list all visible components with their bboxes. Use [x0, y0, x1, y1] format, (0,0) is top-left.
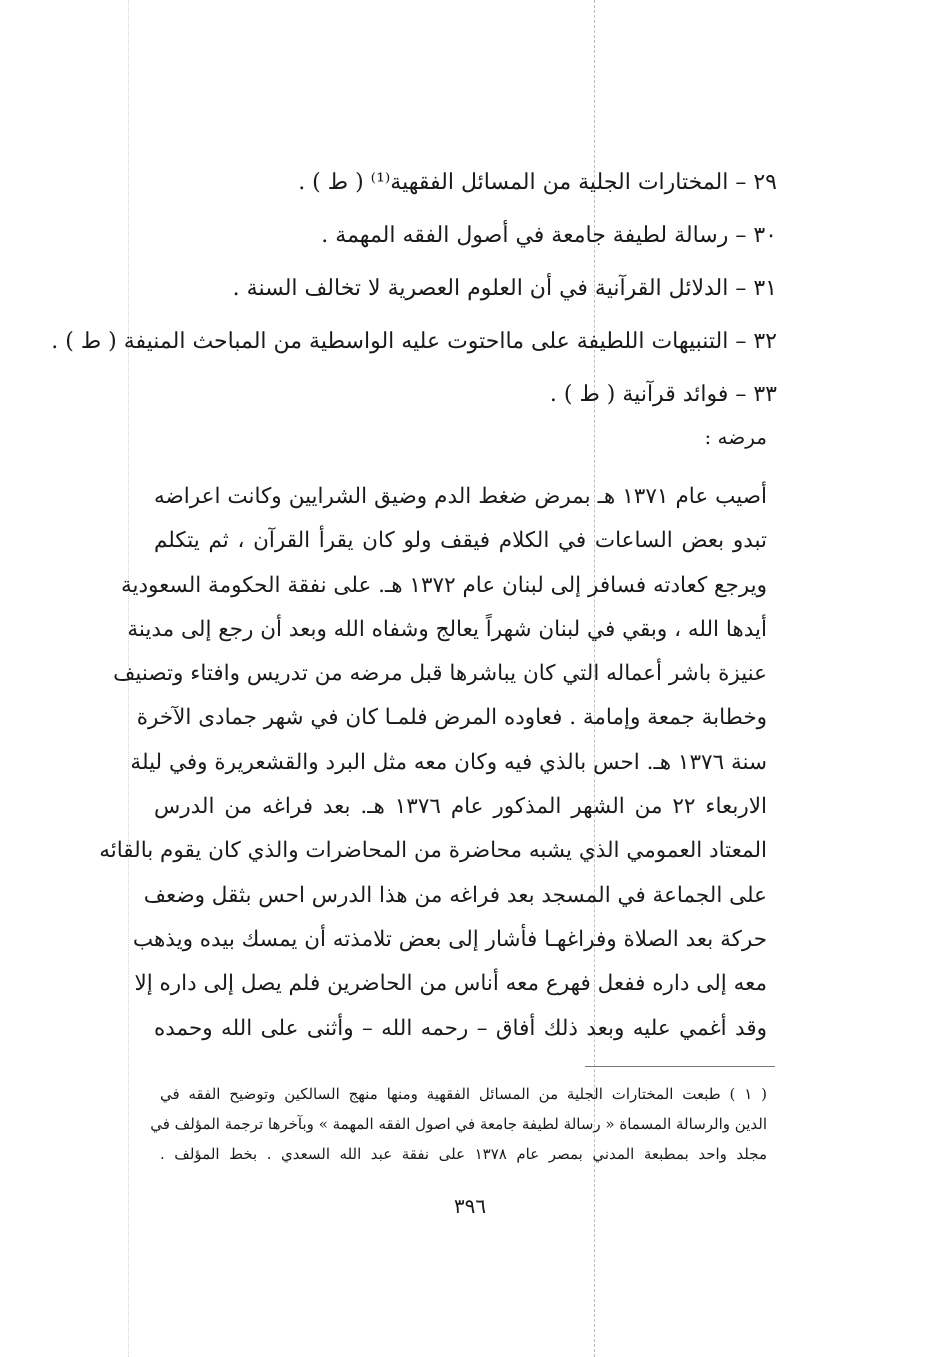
footnote-separator — [585, 1066, 775, 1067]
body-line: حركة بعد الصلاة وفراغهـا فأشار إلى بعض تلامذته أن يمسك بيده ويذهب — [132, 926, 767, 952]
works-list-item: ٣٠ – رسالة لطيفة جامعة في أصول الفقه المهمة . — [321, 223, 777, 248]
body-line: وقد أغمي عليه وبعد ذلك أفاق – رحمه الله – وأثنى على الله وحمده — [154, 1015, 767, 1041]
footnote-line: الدين والرسالة المسماة « رسالة لطيفة جامعة في اصول الفقه المهمة » وبآخرها ترجمة المؤلف في — [150, 1115, 767, 1133]
page-number: ٣٩٦ — [453, 1194, 487, 1218]
body-line: المعتاد العمومي الذي يشبه محاضرة من المحاضرات والذي كان يقوم بالقائه — [99, 838, 767, 864]
body-line: عنيزة باشر أعماله التي كان يباشرها قبل مرضه من تدريس وافتاء وتصنيف — [113, 661, 767, 687]
works-list-item: ٣٢ – التنبيهات اللطيفة على مااحتوت عليه الواسطية من المباحث المنيفة ( ط ) . — [51, 329, 777, 354]
footnote — [150, 1080, 767, 1170]
section-heading: مرضه : — [704, 425, 767, 449]
body-paragraph — [99, 475, 768, 1051]
works-list-item: ٣٣ – فوائد قرآنية ( ط ) . — [549, 382, 777, 407]
works-list — [51, 160, 777, 425]
body-line: معه إلى داره ففعل فهرع معه أناس من الحاضرين فلم يصل إلى داره إلا — [134, 971, 767, 997]
works-list-item: ٣١ – الدلائل القرآنية في أن العلوم العصرية لا تخالف السنة . — [232, 276, 777, 301]
body-line: أصيب عام ١٣٧١ هـ بمرض ضغط الدم وضيق الشرايين وكانت اعراضه — [154, 484, 767, 509]
body-line: على الجماعة في المسجد بعد فراغه من هذا الدرس احس بثقل وضعف — [143, 882, 767, 908]
footnote-line: ( ١ ) طبعت المختارات الجلية من المسائل الفقهية ومنها منهج السالكين وتوضيح الفقه في — [160, 1085, 767, 1103]
footnote-line: مجلد واحد بمطبعة المدني بمصر عام ١٣٧٨ على نفقة عبد الله السعدي . بخط المؤلف . — [160, 1145, 767, 1163]
body-line: تبدو بعض الساعات في الكلام فيقف ولو كان يقرأ القرآن ، ثم يتكلم — [154, 528, 767, 554]
works-list-item: ٢٩ – المختارات الجلية من المسائل الفقهية⁽¹⁾ ( ط ) . — [298, 170, 777, 195]
body-line: الاربعاء ٢٢ من الشهر المذكور عام ١٣٧٦ هـ. بعد فراغه من الدرس — [154, 794, 768, 820]
body-line: أيدها الله ، وبقي في لبنان شهراً يعالج وشفاه الله وبعد أن رجع إلى مدينة — [127, 616, 767, 642]
body-line: سنة ١٣٧٦ هـ. احس بالذي فيه وكان معه مثل البرد والقشعريرة وفي ليلة — [130, 749, 767, 775]
body-line: وخطابة جمعة وإمامة . فعاوده المرض فلمـا كان في شهر جمادى الآخرة — [136, 705, 767, 731]
body-line: ويرجع كعادته فسافر إلى لبنان عام ١٣٧٢ هـ. على نفقة الحكومة السعودية — [120, 572, 767, 598]
